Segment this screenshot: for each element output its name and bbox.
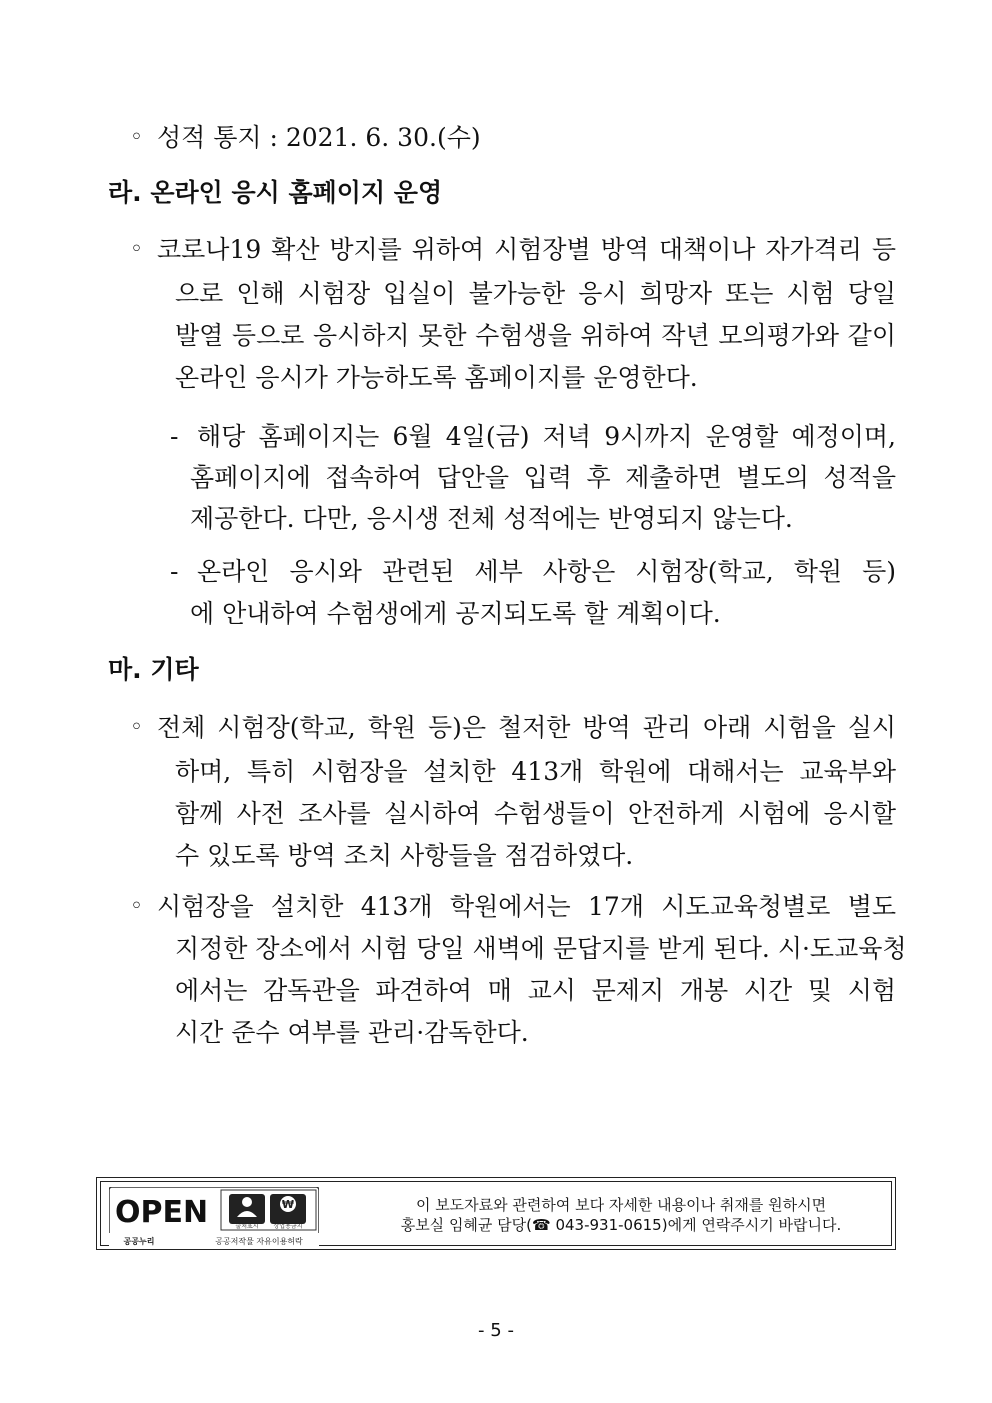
contact-footer-inner	[100, 1181, 892, 1246]
paragraph-line: 으로 인해 시험장 입실이 불가능한 응시 희망자 또는 시험 당일	[175, 279, 896, 308]
paragraph-line: 에서는 감독관을 파견하여 매 교시 문제지 개봉 시간 및 시험	[175, 976, 896, 1005]
sub-item-line: 제공한다. 다만, 응시생 전체 성적에는 반영되지 않는다.	[190, 504, 793, 533]
dash-marker: -	[170, 557, 179, 586]
sub-item-line: 홈페이지에 접속하여 답안을 입력 후 제출하면 별도의 성적을	[190, 463, 896, 492]
dash-marker: -	[170, 422, 179, 451]
kogl-logo-graphic	[109, 1187, 319, 1247]
sub-item-line: 해당 홈페이지는 6월 4일(금) 저녁 9시까지 운영할 예정이며,	[197, 422, 896, 451]
kogl-open-logo	[109, 1187, 319, 1247]
paragraph-line: 수 있도록 방역 조치 사항들을 점검하였다.	[175, 841, 634, 870]
paragraph-line: 전체 시험장(학교, 학원 등)은 철저한 방역 관리 아래 시험을 실시	[157, 713, 896, 742]
paragraph-line: 발열 등으로 응시하지 못한 수험생을 위하여 작년 모의평가와 같이	[175, 321, 896, 350]
paragraph-line: 시험장을 설치한 413개 학원에서는 17개 시도교육청별로 별도	[157, 892, 896, 921]
paragraph-line: 온라인 응시가 가능하도록 홈페이지를 운영한다.	[175, 363, 698, 392]
svg-text:₩: ₩	[281, 1198, 295, 1211]
paragraph-line: 함께 사전 조사를 실시하여 수험생들이 안전하게 시험에 응시할	[175, 799, 896, 828]
grade-notice-text: 성적 통지 : 2021. 6. 30.(수)	[157, 123, 481, 152]
paragraph-line: 시간 준수 여부를 관리·감독한다.	[175, 1018, 529, 1047]
page-number: - 5 -	[478, 1320, 514, 1341]
attribution-label: 출처표시	[235, 1223, 259, 1230]
bullet-icon: ◦	[130, 715, 143, 740]
open-text: OPEN	[115, 1195, 209, 1230]
kogl-label-right: 공공저작물 자유이용허락	[215, 1237, 303, 1246]
noncommercial-label: 상업용금지	[273, 1223, 303, 1230]
sub-item-line: 온라인 응시와 관련된 세부 사항은 시험장(학교, 학원 등)	[197, 557, 896, 586]
kogl-label-left: 공공누리	[123, 1237, 155, 1246]
paragraph-line: 지정한 장소에서 시험 당일 새벽에 문답지를 받게 된다. 시·도교육청	[175, 934, 907, 963]
contact-line-1: 이 보도자료와 관련하여 보다 자세한 내용이나 취재를 원하시면	[415, 1196, 827, 1214]
paragraph-line: 코로나19 확산 방지를 위하여 시험장별 방역 대책이나 자가격리 등	[157, 235, 896, 264]
bullet-icon: ◦	[130, 125, 143, 150]
contact-footer-box	[96, 1177, 896, 1250]
bullet-icon: ◦	[130, 237, 143, 262]
section-heading-ma: 마. 기타	[108, 655, 199, 684]
paragraph-line: 하며, 특히 시험장을 설치한 413개 학원에 대해서는 교육부와	[175, 757, 896, 786]
bullet-icon: ◦	[130, 894, 143, 919]
contact-text	[351, 1195, 891, 1235]
section-heading-ra: 라. 온라인 응시 홈페이지 운영	[108, 178, 443, 207]
sub-item-line: 에 안내하여 수험생에게 공지되도록 할 계획이다.	[190, 599, 721, 628]
contact-line-2: 홍보실 임혜균 담당(☎ 043-931-0615)에게 연락주시기 바랍니다.	[400, 1216, 842, 1234]
